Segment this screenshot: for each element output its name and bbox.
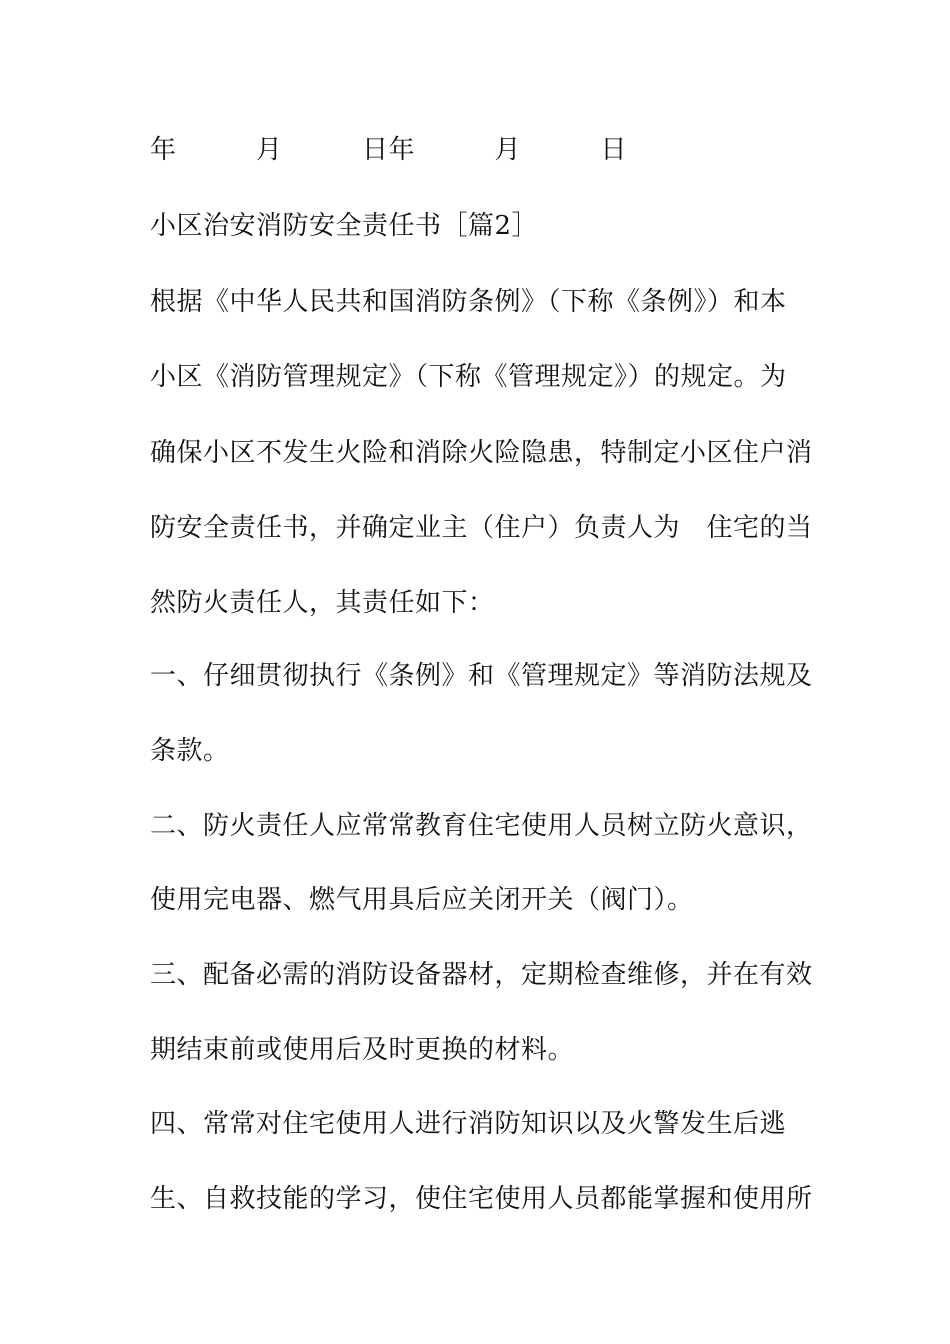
clause-line: 二、防火责任人应常常教育住宅使用人员树立防火意识，	[150, 811, 813, 841]
clause-line: 三、配备必需的消防设备器材，定期检查维修，并在有效	[150, 960, 813, 990]
clause-line: 生、自救技能的学习，使住宅使用人员都能掌握和使用所	[150, 1184, 813, 1214]
paragraph-line: 小区《消防管理规定》（下称《管理规定》）的规定。为	[150, 362, 787, 392]
clause-line: 四、常常对住宅使用人进行消防知识以及火警发生后逃	[150, 1109, 787, 1139]
paragraph-line: 确保小区不发生火险和消除火险隐患，特制定小区住户消	[150, 438, 813, 468]
clause-line: 使用完电器、燃气用具后应关闭开关（阀门）。	[150, 885, 694, 915]
clause-line: 一、仔细贯彻执行《条例》和《管理规定》等消防法规及	[150, 661, 813, 691]
clause-line: 期结束前或使用后及时更换的材料。	[150, 1035, 575, 1065]
date-line: 年 月 日年 月 日	[150, 135, 628, 165]
paragraph-line: 防安全责任书，并确定业主（住户）负责人为 住宅的当	[150, 513, 813, 543]
section-title: 小区治安消防安全责任书［篇2］	[150, 211, 539, 241]
paragraph-line: 然防火责任人，其责任如下：	[150, 588, 495, 618]
paragraph-line: 根据《中华人民共和国消防条例》（下称《条例》）和本	[150, 287, 787, 317]
clause-line: 条款。	[150, 736, 230, 766]
